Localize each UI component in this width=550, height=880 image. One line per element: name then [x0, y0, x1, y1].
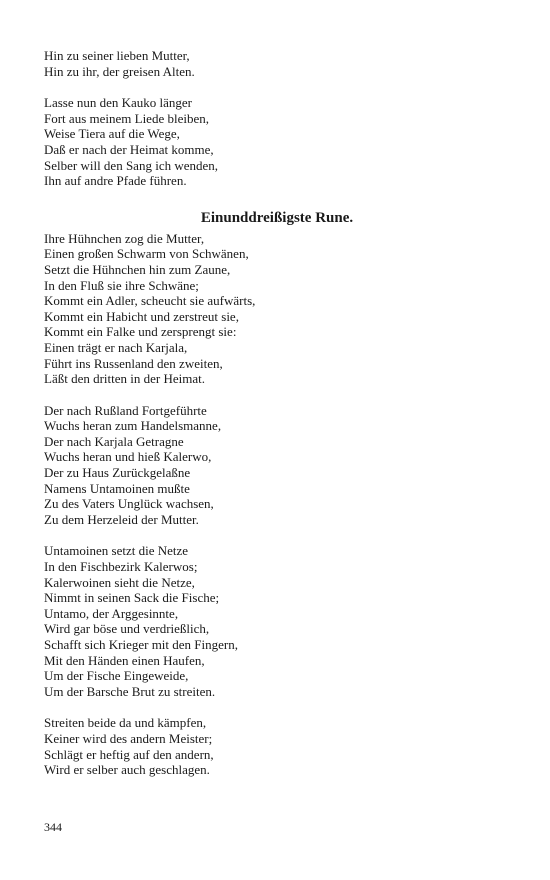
rune-stanzas — [44, 231, 514, 778]
verse-line: Kommt ein Adler, scheucht sie aufwärts, — [44, 293, 256, 309]
verse-line: Schlägt er heftig auf den andern, — [44, 746, 214, 762]
verse-line: Wird gar böse und verdrießlich, — [44, 621, 210, 637]
verse-line: Um der Barsche Brut zu streiten. — [44, 683, 216, 699]
verse-line: Kommt ein Falke und zersprengt sie: — [44, 324, 237, 340]
verse-line: Hin zu ihr, der greisen Alten. — [44, 63, 195, 79]
verse-line: Wird er selber auch geschlagen. — [44, 762, 210, 778]
verse-line: Zu des Vaters Unglück wachsen, — [44, 496, 214, 512]
verse-line: Untamo, der Arggesinnte, — [44, 605, 179, 621]
stanza — [44, 231, 514, 387]
poem-page — [44, 48, 514, 794]
verse-line: Kommt ein Habicht und zerstreut sie, — [44, 308, 239, 324]
verse-line: In den Fischbezirk Kalerwos; — [44, 559, 198, 575]
verse-line: Streiten beide da und kämpfen, — [44, 715, 207, 731]
verse-line: Selber will den Sang ich wenden, — [44, 157, 219, 173]
stanza — [44, 48, 514, 79]
verse-line: Kalerwoinen sieht die Netze, — [44, 574, 195, 590]
verse-line: Hin zu seiner lieben Mutter, — [44, 48, 190, 63]
preceding-stanzas — [44, 48, 514, 189]
verse-line: Führt ins Russenland den zweiten, — [44, 355, 223, 371]
verse-line: Ihn auf andre Pfade führen. — [44, 173, 187, 189]
verse-line: Nimmt in seinen Sack die Fische; — [44, 590, 220, 606]
verse-line: Wuchs heran zum Handelsmanne, — [44, 418, 222, 434]
stanza — [44, 543, 514, 699]
verse-line: Namens Untamoinen mußte — [44, 480, 190, 496]
verse-line: Einen großen Schwarm von Schwänen, — [44, 246, 249, 262]
verse-line: Wuchs heran und hieß Kalerwo, — [44, 449, 212, 465]
verse-line: Keiner wird des andern Meister; — [44, 730, 213, 746]
verse-line: Untamoinen setzt die Netze — [44, 543, 189, 559]
verse-line: Der nach Karjala Getragne — [44, 433, 184, 449]
stanza — [44, 95, 514, 189]
verse-line: Weise Tiera auf die Wege, — [44, 126, 180, 142]
verse-line: Fort aus meinem Liede bleiben, — [44, 110, 209, 126]
verse-line: Zu dem Herzeleid der Mutter. — [44, 511, 199, 527]
verse-line: Setzt die Hühnchen hin zum Zaune, — [44, 261, 231, 277]
verse-line: Schafft sich Krieger mit den Fingern, — [44, 637, 238, 652]
verse-line: Ihre Hühnchen zog die Mutter, — [44, 230, 205, 246]
verse-line: Um der Fische Eingeweide, — [44, 668, 189, 684]
verse-line: Lasse nun den Kauko länger — [44, 95, 193, 111]
verse-line: Läßt den dritten in der Heimat. — [44, 371, 206, 387]
page-number: 344 — [44, 820, 62, 834]
verse-line: Der zu Haus Zurückgelaßne — [44, 465, 191, 481]
rune-heading: Einunddreißigste Rune. — [200, 209, 354, 226]
verse-line: Mit den Händen einen Haufen, — [44, 652, 205, 668]
verse-line: Einen trägt er nach Karjala, — [44, 339, 188, 355]
stanza — [44, 715, 514, 777]
stanza — [44, 403, 514, 528]
verse-line: Der nach Rußland Fortgeführte — [44, 402, 207, 418]
verse-line: In den Fluß sie ihre Schwäne; — [44, 277, 199, 293]
verse-line: Daß er nach der Heimat komme, — [44, 141, 214, 157]
